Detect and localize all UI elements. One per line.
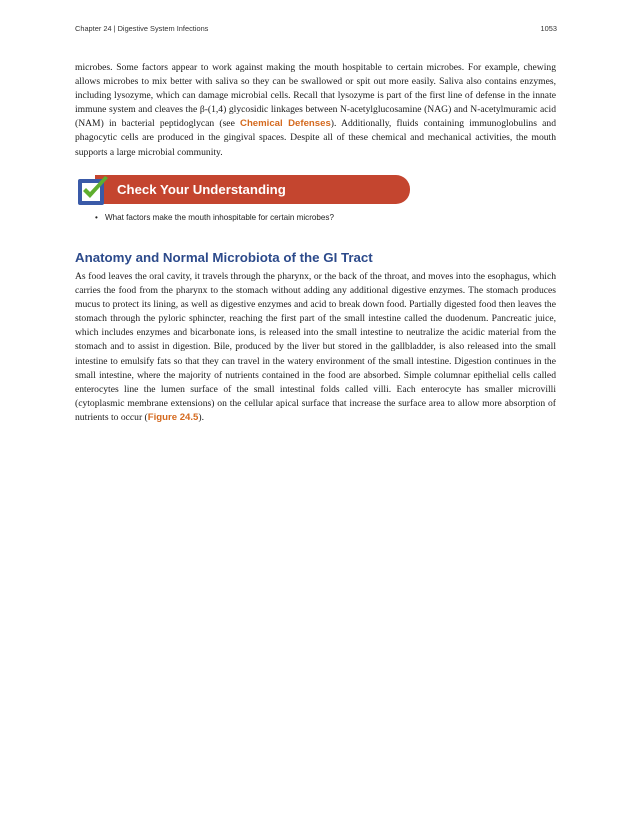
- section-text: As food leaves the oral cavity, it travels through the pharynx, or the back of the throat, and moves into the esophagus, which carries the food from the pharynx to the stomach without adding any additional digestive enzymes. The stomach produces mucus to protect its lining, as well as digestive enzymes and acid to break down food. Partially digested food then leaves the stomach through the pyloric sphincter, reaching the first part of the small intestine called the duodenum. Pancreatic juice, which includes enzymes and bicarbonate ions, is released into the small intestine to neutralize the acidic material from the stomach and to assist in digestion. Bile, produced by the liver but stored in the gallbladder, is also released into the small intestine to emulsify fats so that they can travel in the watery environment of the small intestine. Digestion continues in the small intestine, where the majority of nutrients contained in the food are absorbed. Simple columnar epithelial cells called enterocytes line the lumen surface of the small intestinal folds called villi. Each enterocyte has smaller microvilli (cytoplasmic membrane extensions) on the cellular apical surface that increase the surface area to allow more absorption of nutrients to occur (: [75, 271, 556, 423]
- check-your-understanding-banner: [77, 175, 410, 204]
- page-number: 1053: [540, 24, 557, 33]
- figure-24-5-link[interactable]: Figure 24.5: [147, 411, 199, 423]
- page-header: [75, 24, 557, 33]
- banner-title: Check Your Understanding: [117, 182, 286, 197]
- intro-text: microbes. Some factors appear to work against making the mouth hospitable to certain microbes. For example, chewing allows microbes to mix better with saliva so they can be swallowed or spit out more easily. Saliva also contains enzymes, including lysozyme, which can damage microbial cells. Recall that lysozyme is part of the first line of defense in the innate immune system and cleaves the β-(1,4) glycosidic linkages between N-acetylglucosamine (NAG) and N-acetylmuramic acid (NAM) in bacterial peptidoglycan (see: [75, 62, 556, 130]
- chemical-defenses-link[interactable]: Chemical Defenses: [240, 118, 331, 130]
- intro-paragraph: [75, 61, 556, 160]
- section-text-end: ).: [198, 411, 204, 423]
- list-item: • What factors make the mouth inhospitable for certain microbes?: [95, 212, 334, 224]
- section-paragraph: [75, 270, 556, 425]
- checkbox-check-icon: [77, 175, 109, 206]
- intro-text-end: ). Additionally, fluids containing immunoglobulins and phagocytic cells are produced in the gingival spaces. Despite all of these chemical and mechanical activities, the mouth supports a large microbial community.: [75, 118, 556, 158]
- question-list: [95, 212, 334, 224]
- chapter-title: Chapter 24 | Digestive System Infections: [75, 24, 209, 33]
- section-heading: Anatomy and Normal Microbiota of the GI Tract: [75, 250, 373, 265]
